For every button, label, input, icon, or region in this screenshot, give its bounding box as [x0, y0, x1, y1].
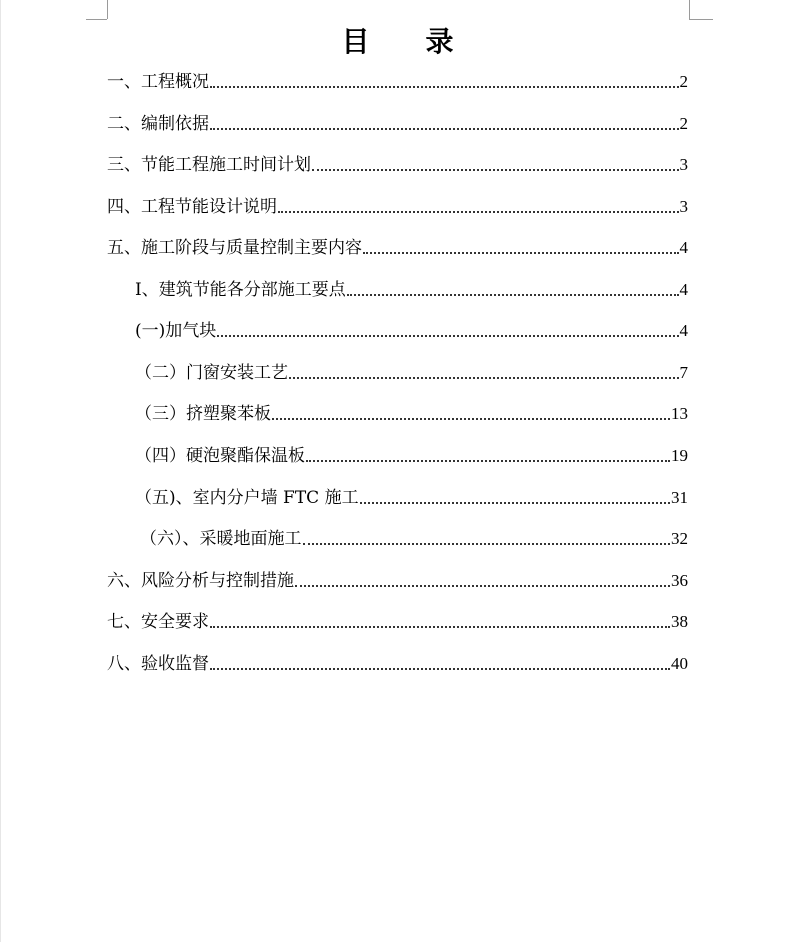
toc-leader-dots — [306, 460, 670, 462]
toc-leader-dots — [289, 377, 679, 379]
toc-leader-dots — [210, 668, 670, 670]
toc-leader-dots — [217, 335, 678, 337]
crop-mark-top-left — [107, 0, 108, 19]
toc-entry[interactable] — [135, 402, 688, 426]
toc-entry[interactable] — [107, 70, 688, 94]
toc-leader-dots — [303, 543, 671, 545]
toc-entry-label: （四）硬泡聚酯保温板 — [135, 446, 305, 466]
toc-entry-page: 2 — [679, 114, 688, 133]
toc-entry[interactable] — [107, 569, 688, 593]
toc-leader-dots — [272, 418, 670, 420]
toc-entry-label: （六）、采暖地面施工 — [140, 529, 302, 549]
toc-leader-dots — [360, 502, 670, 504]
toc-entry[interactable] — [107, 153, 688, 177]
toc-entry-page: 19 — [671, 446, 688, 465]
toc-entry[interactable] — [107, 195, 688, 219]
toc-entry-label: 六、风险分析与控制措施 — [107, 571, 294, 591]
toc-leader-dots — [210, 626, 670, 628]
toc-entry-page: 7 — [679, 363, 688, 382]
toc-leader-dots — [295, 585, 670, 587]
toc-entry-page: 31 — [671, 488, 688, 507]
toc-entry-label: 七、安全要求 — [107, 612, 209, 632]
toc-entry-label: 四、工程节能设计说明 — [107, 197, 277, 217]
toc-entry[interactable] — [135, 278, 688, 302]
toc-entry[interactable] — [135, 319, 688, 343]
toc-entry-label: 三、节能工程施工时间计划 — [107, 155, 311, 175]
toc-leader-dots — [312, 169, 679, 171]
toc-entry-label: (一)加气块 — [135, 321, 217, 341]
toc-entry-label: （二）门窗安装工艺 — [135, 363, 288, 383]
toc-entry-page: 2 — [679, 72, 688, 91]
toc-entry[interactable] — [140, 527, 688, 551]
toc-entry[interactable] — [107, 236, 688, 260]
toc-entry-page: 3 — [679, 197, 688, 216]
toc-entry-label: I、建筑节能各分部施工要点 — [135, 280, 346, 300]
toc-entry-label: （五)、室内分户墙 FTC 施工 — [135, 488, 359, 508]
toc-entry-page: 40 — [671, 654, 688, 673]
toc-entry-page: 4 — [679, 280, 688, 299]
toc-entry-label: 一、工程概况 — [107, 72, 209, 92]
toc-leader-dots — [278, 211, 679, 213]
toc-leader-dots — [210, 128, 679, 130]
toc-entry-page: 38 — [671, 612, 688, 631]
toc-entry-page: 13 — [671, 404, 688, 423]
toc-entry[interactable] — [135, 444, 688, 468]
page-edge — [0, 0, 1, 942]
toc-leader-dots — [363, 252, 679, 254]
toc-entry-label: 五、施工阶段与质量控制主要内容 — [107, 238, 362, 258]
crop-mark-top-right — [689, 0, 690, 19]
toc-entry[interactable] — [135, 486, 688, 510]
toc-entry-label: 八、验收监督 — [107, 654, 209, 674]
toc-entry-page: 4 — [679, 321, 688, 340]
toc-leader-dots — [347, 294, 679, 296]
toc-title: 目 录 — [341, 25, 454, 58]
toc-entry[interactable] — [135, 361, 688, 385]
toc-entry[interactable] — [107, 112, 688, 136]
toc-entry-page: 3 — [679, 155, 688, 174]
toc-leader-dots — [210, 86, 679, 88]
toc-entry[interactable] — [107, 652, 688, 676]
toc-entry-page: 4 — [679, 238, 688, 257]
toc-entry-label: 二、编制依据 — [107, 114, 209, 134]
toc-entry[interactable] — [107, 610, 688, 634]
toc-entry-page: 32 — [671, 529, 688, 548]
toc-entry-label: （三）挤塑聚苯板 — [135, 404, 271, 424]
toc-entry-page: 36 — [671, 571, 688, 590]
